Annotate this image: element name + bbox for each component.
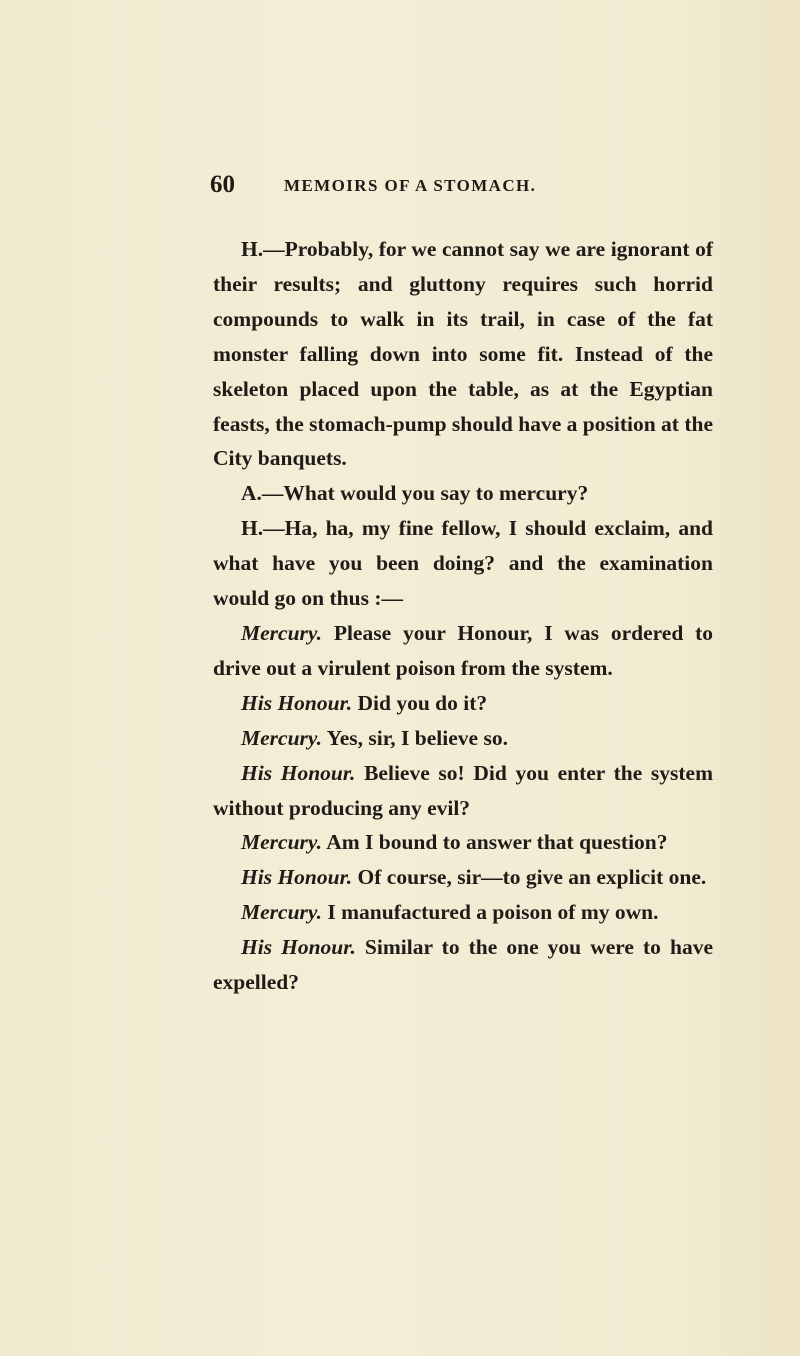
dialogue-text: Am I bound to answer that question? <box>326 830 668 855</box>
speaker-name: His Honour. <box>241 865 353 890</box>
paragraph <box>213 232 713 476</box>
dialogue-text: Similar to the one you were to have expelled? <box>213 935 713 995</box>
speaker-name: His Honour. <box>241 935 356 960</box>
dialogue-line <box>213 860 713 895</box>
paragraph <box>213 476 713 511</box>
dialogue-line <box>213 825 713 860</box>
speaker-name: Mercury. <box>241 830 323 855</box>
speaker-name: His Honour. <box>241 760 356 785</box>
dialogue-text: Of course, sir—to give an explicit one. <box>357 865 707 890</box>
paragraph-text: H.—Probably, for we cannot say we are ignorant of their results; and gluttony requires such horrid compounds to walk in its trail, in case of the fat monster falling down into some fit. Instead of the skeleton placed upon the table, as at the Egyptian feasts, the stomach-pump should have a position at the City banquets. <box>213 237 713 471</box>
dialogue-line <box>213 930 713 1000</box>
paragraph <box>213 511 713 616</box>
dialogue-line <box>213 686 713 721</box>
dialogue-line <box>213 895 713 930</box>
speaker-name: Mercury. <box>241 900 323 925</box>
page-header <box>210 170 710 200</box>
speaker-name: His Honour. <box>241 690 353 715</box>
dialogue-text: Believe so! Did you enter the system without producing any evil? <box>213 760 714 820</box>
dialogue-line <box>213 721 713 756</box>
dialogue-line <box>213 756 713 826</box>
paragraph-text: H.—Ha, ha, my fine fellow, I should exclaim, and what have you been doing? and the examination would go on thus :— <box>213 516 713 611</box>
dialogue-text: Did you do it? <box>357 690 488 715</box>
page-number: 60 <box>210 171 235 198</box>
speaker-name: Mercury. <box>241 725 323 750</box>
body-text <box>213 232 713 1000</box>
speaker-name: Mercury. <box>241 620 323 645</box>
dialogue-text: Please your Honour, I was ordered to drive out a virulent poison from the system. <box>213 620 714 680</box>
paragraph-text: A.—What would you say to mercury? <box>241 481 589 506</box>
dialogue-text: Yes, sir, I believe so. <box>326 725 508 750</box>
dialogue-line <box>213 616 713 686</box>
running-head: MEMOIRS OF A STOMACH. <box>284 176 537 195</box>
dialogue-text: I manufactured a poison of my own. <box>327 900 659 925</box>
